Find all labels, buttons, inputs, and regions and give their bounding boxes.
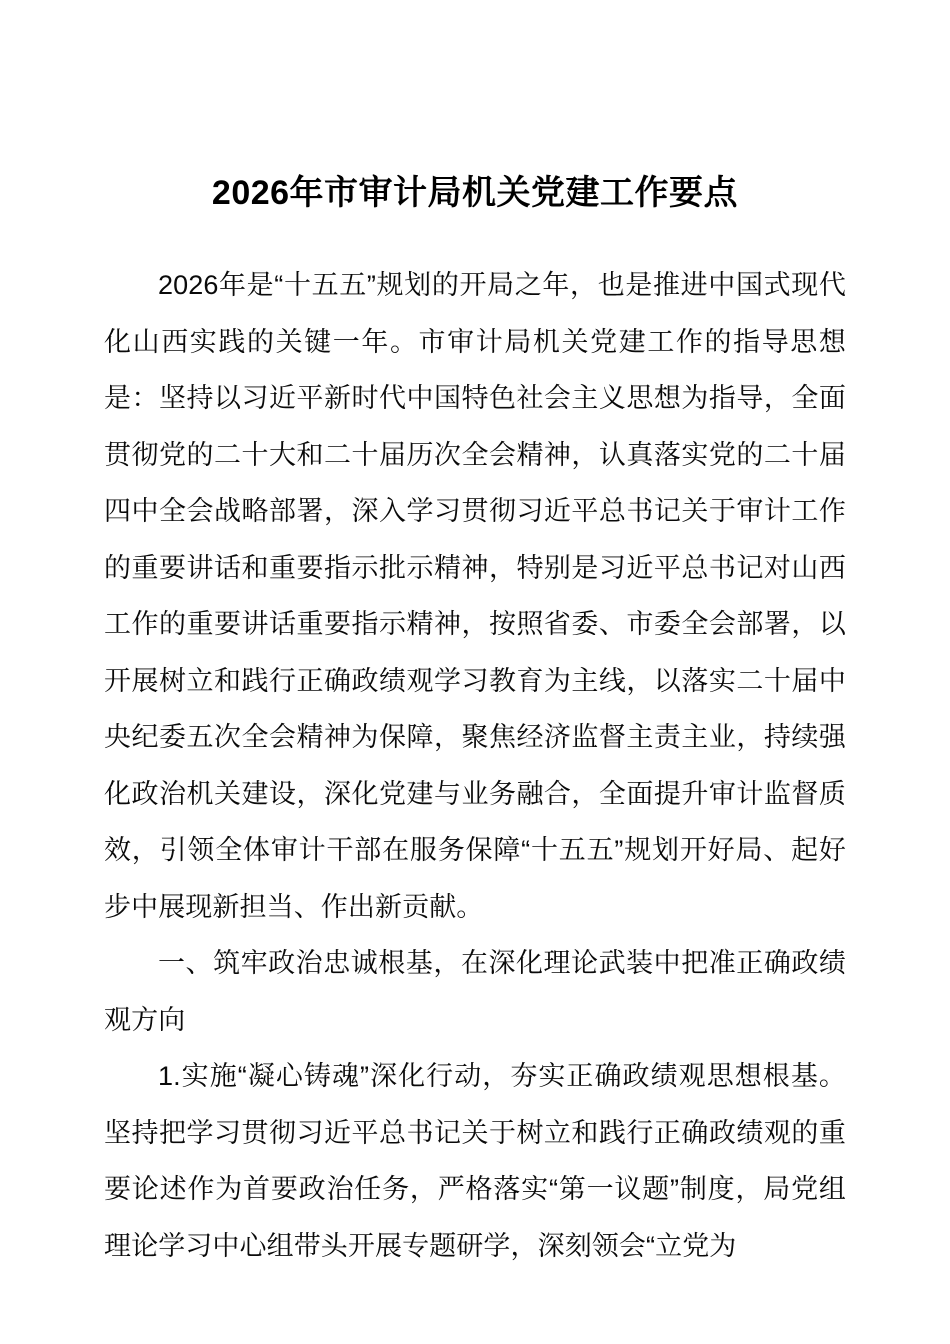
document-body [104, 257, 846, 1274]
paragraph-intro: 2026年是“十五五”规划的开局之年，也是推进中国式现代化山西实践的关键一年。市审计局机关党建工作的指导思想是：坚持以习近平新时代中国特色社会主义思想为指导，全面贯彻党的二十大和二十届历次全会精神，认真落实党的二十届四中全会战略部署，深入学习贯彻习近平总书记关于审计工作的重要讲话和重要指示批示精神，特别是习近平总书记对山西工作的重要讲话重要指示精神，按照省委、市委全会部署，以开展树立和践行正确政绩观学习教育为主线，以落实二十届中央纪委五次全会精神为保障，聚焦经济监督主责主业，持续强化政治机关建设，深化党建与业务融合，全面提升审计监督质效，引领全体审计干部在服务保障“十五五”规划开好局、起好步中展现新担当、作出新贡献。 [104, 270, 846, 922]
document-content [104, 0, 846, 1274]
numbered-item-1: 1.实施“凝心铸魂”深化行动，夯实正确政绩观思想根基。坚持把学习贯彻习近平总书记关于树立和践行正确政绩观的重要论述作为首要政治任务，严格落实“第一议题”制度，局党组理论学习中心组带头开展专题研学，深刻领会“立党为 [104, 1061, 846, 1261]
page-title: 2026年市审计局机关党建工作要点 [211, 174, 739, 212]
section-heading-1: 一、筑牢政治忠诚根基，在深化理论武装中把准正确政绩观方向 [104, 948, 846, 1035]
